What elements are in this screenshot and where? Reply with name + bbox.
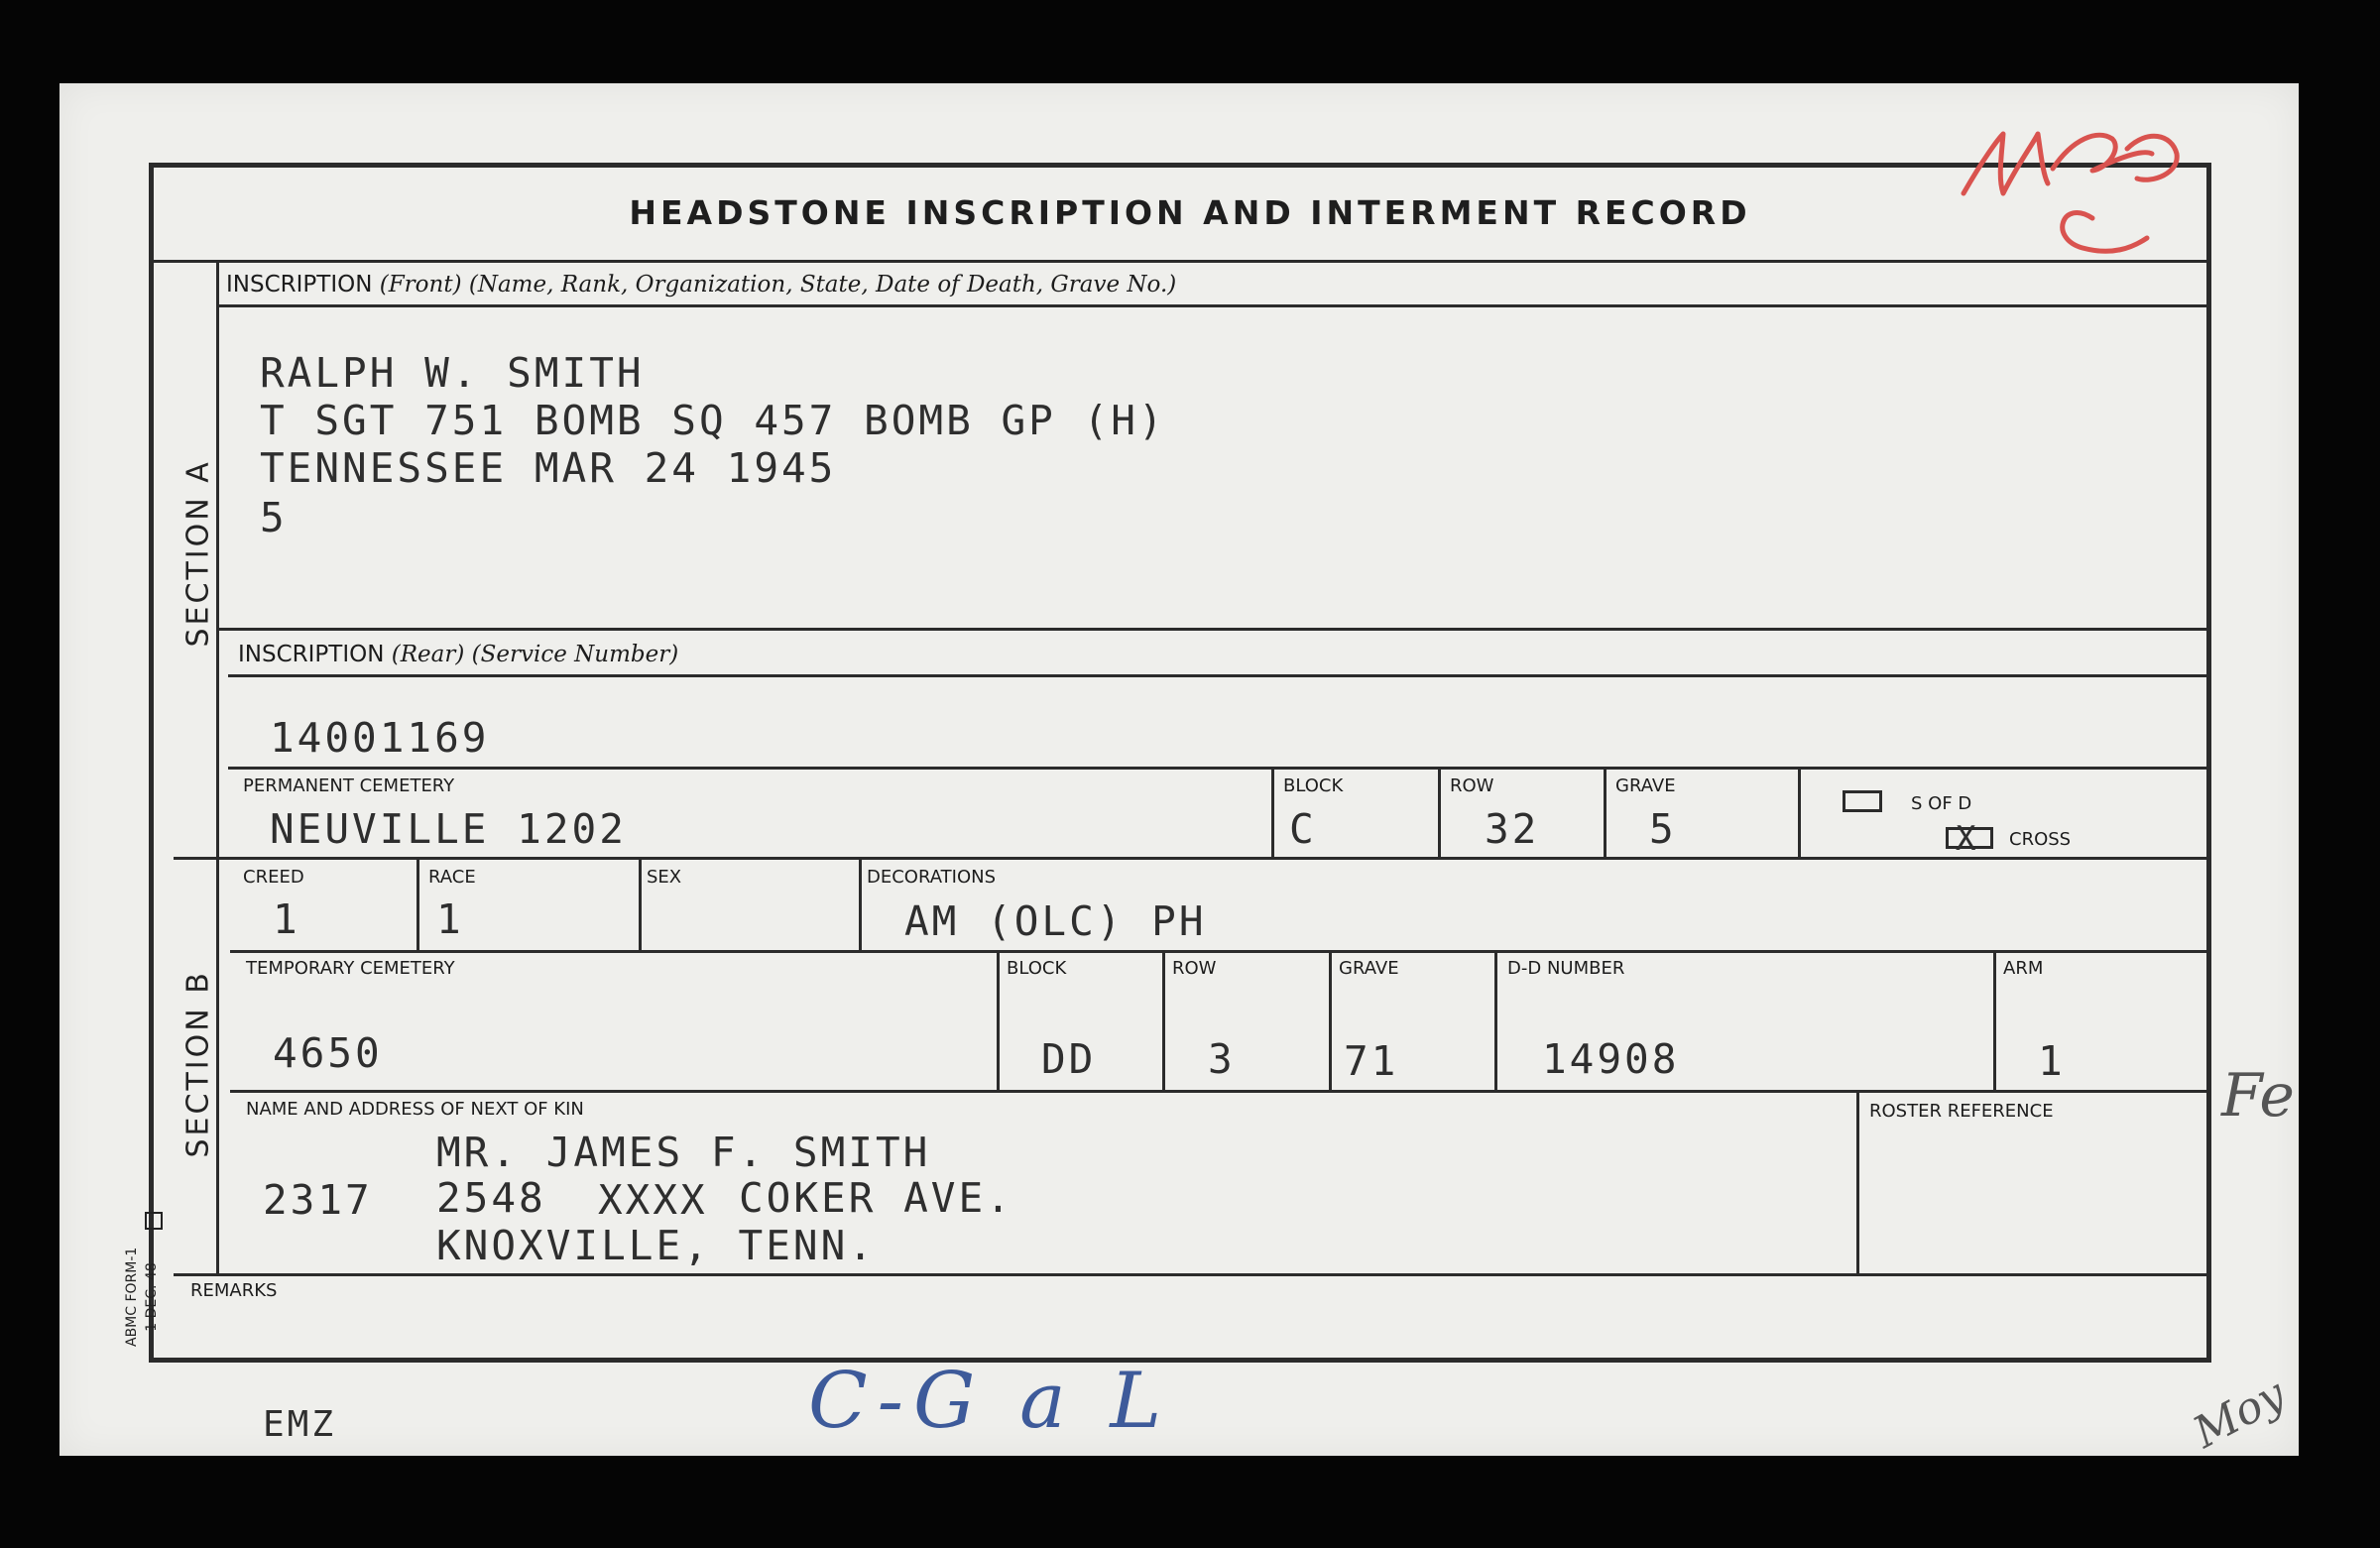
decorations-label: DECORATIONS xyxy=(867,867,997,888)
grave-b-value: 71 xyxy=(1344,1037,1399,1085)
dd-number-value: 14908 xyxy=(1542,1035,1680,1083)
temporary-cemetery-value: 4650 xyxy=(273,1029,383,1077)
rule-inscription-rear-label xyxy=(228,674,2211,677)
next-of-kin-line-2: COKER AVE. xyxy=(739,1174,1013,1222)
creed-value: 1 xyxy=(273,895,300,943)
row-b-value: 3 xyxy=(1208,1035,1236,1083)
rule-marker-left xyxy=(1798,767,1801,857)
struck-number-2: XXXX xyxy=(598,1176,708,1224)
rule-row-a-left xyxy=(1438,767,1441,857)
inscription-front-line-3: TENNESSEE MAR 24 1945 xyxy=(260,444,837,492)
rule-inscription-rear-top xyxy=(218,628,2211,631)
next-of-kin-line-3: KNOXVILLE, TENN. xyxy=(436,1222,876,1269)
rule-block-a-left xyxy=(1271,767,1274,857)
inscription-front-line-4: 5 xyxy=(260,494,288,541)
cross-checkbox-mark: X xyxy=(1956,819,1976,859)
block-b-value: DD xyxy=(1041,1035,1097,1083)
arm-label: ARM xyxy=(2003,958,2044,979)
decorations-value: AM (OLC) PH xyxy=(904,897,1207,945)
dd-number-label: D-D NUMBER xyxy=(1507,958,1625,979)
inscription-rear-label-hint: (Rear) (Service Number) xyxy=(391,642,679,667)
rule-decorations-left xyxy=(859,857,862,950)
rule-race-left xyxy=(416,857,419,950)
next-of-kin-label: NAME AND ADDRESS OF NEXT OF KIN xyxy=(246,1099,584,1120)
sex-label: SEX xyxy=(647,867,682,888)
rule-row-b-left xyxy=(1162,950,1165,1090)
row-b-label: ROW xyxy=(1172,958,1217,979)
inscription-front-label xyxy=(226,272,1176,298)
rule-dd-number-left xyxy=(1494,950,1497,1090)
creed-label: CREED xyxy=(243,867,304,888)
inscription-rear-label xyxy=(238,642,678,667)
block-a-value: C xyxy=(1289,805,1317,853)
rule-permanent-cemetery-top xyxy=(228,767,2211,770)
handwritten-note: C-G a L xyxy=(808,1357,1172,1446)
arm-value: 1 xyxy=(2038,1037,2066,1085)
remarks-label: REMARKS xyxy=(190,1280,278,1301)
form-id-line2: 1 DEC. 48 xyxy=(144,1262,160,1332)
race-label: RACE xyxy=(428,867,476,888)
rule-inscription-front-label xyxy=(218,304,2211,307)
rule-grave-a-left xyxy=(1604,767,1606,857)
inscription-front-label-text: INSCRIPTION xyxy=(226,272,373,298)
grave-b-label: GRAVE xyxy=(1339,958,1399,979)
roster-reference-label: ROSTER REFERENCE xyxy=(1869,1101,2054,1122)
red-pencil-initials xyxy=(1944,99,2202,278)
row-a-value: 32 xyxy=(1485,805,1540,853)
row-a-label: ROW xyxy=(1450,775,1494,796)
inscription-front-line-2: T SGT 751 BOMB SQ 457 BOMB GP (H) xyxy=(260,397,1166,444)
sofd-checkbox xyxy=(1843,790,1882,812)
permanent-cemetery-label: PERMANENT CEMETERY xyxy=(243,775,455,796)
block-b-label: BLOCK xyxy=(1007,958,1067,979)
permanent-cemetery-value: NEUVILLE 1202 xyxy=(270,805,627,853)
rule-below-title xyxy=(149,260,2211,263)
section-b-label: SECTION B xyxy=(180,970,216,1158)
rule-section-column xyxy=(216,260,219,1273)
margin-note-right: Fe xyxy=(2221,1061,2295,1131)
rule-next-of-kin-top xyxy=(230,1090,2211,1093)
grave-a-label: GRAVE xyxy=(1615,775,1676,796)
inscription-front-label-hint: (Front) (Name, Rank, Organization, State, Date of Death, Grave No.) xyxy=(379,272,1177,298)
temporary-cemetery-label: TEMPORARY CEMETERY xyxy=(246,958,455,979)
rule-temporary-cemetery-top xyxy=(230,950,2211,953)
margin-note-bottom-right: Moy xyxy=(2185,1369,2294,1459)
rule-block-b-left xyxy=(997,950,1000,1090)
sofd-label: S OF D xyxy=(1911,793,1972,814)
struck-number-1: 2548 xyxy=(436,1174,546,1222)
next-of-kin-line-1: MR. JAMES F. SMITH xyxy=(436,1129,931,1176)
service-number: 14001169 xyxy=(270,714,490,762)
rule-arm-left xyxy=(1993,950,1996,1090)
form-id-line1: ABMC FORM-1 xyxy=(124,1247,140,1347)
rule-roster-left xyxy=(1856,1090,1859,1273)
race-value: 1 xyxy=(436,895,464,943)
inscription-rear-label-text: INSCRIPTION xyxy=(238,642,385,667)
form-id-checkbox xyxy=(145,1212,163,1230)
rule-section-divider xyxy=(174,857,2211,860)
cross-label: CROSS xyxy=(2009,829,2072,850)
rule-sex-left xyxy=(639,857,642,950)
rule-remarks-top xyxy=(174,1273,2211,1276)
house-number: 2317 xyxy=(263,1176,373,1224)
form-title: HEADSTONE INSCRIPTION AND INTERMENT RECORD xyxy=(629,193,1751,232)
grave-a-value: 5 xyxy=(1649,805,1677,853)
rule-grave-b-left xyxy=(1329,950,1332,1090)
inscription-front-line-1: RALPH W. SMITH xyxy=(260,349,645,397)
typed-initials: EMZ xyxy=(263,1404,337,1445)
section-a-label: SECTION A xyxy=(180,459,216,648)
block-a-label: BLOCK xyxy=(1283,775,1344,796)
